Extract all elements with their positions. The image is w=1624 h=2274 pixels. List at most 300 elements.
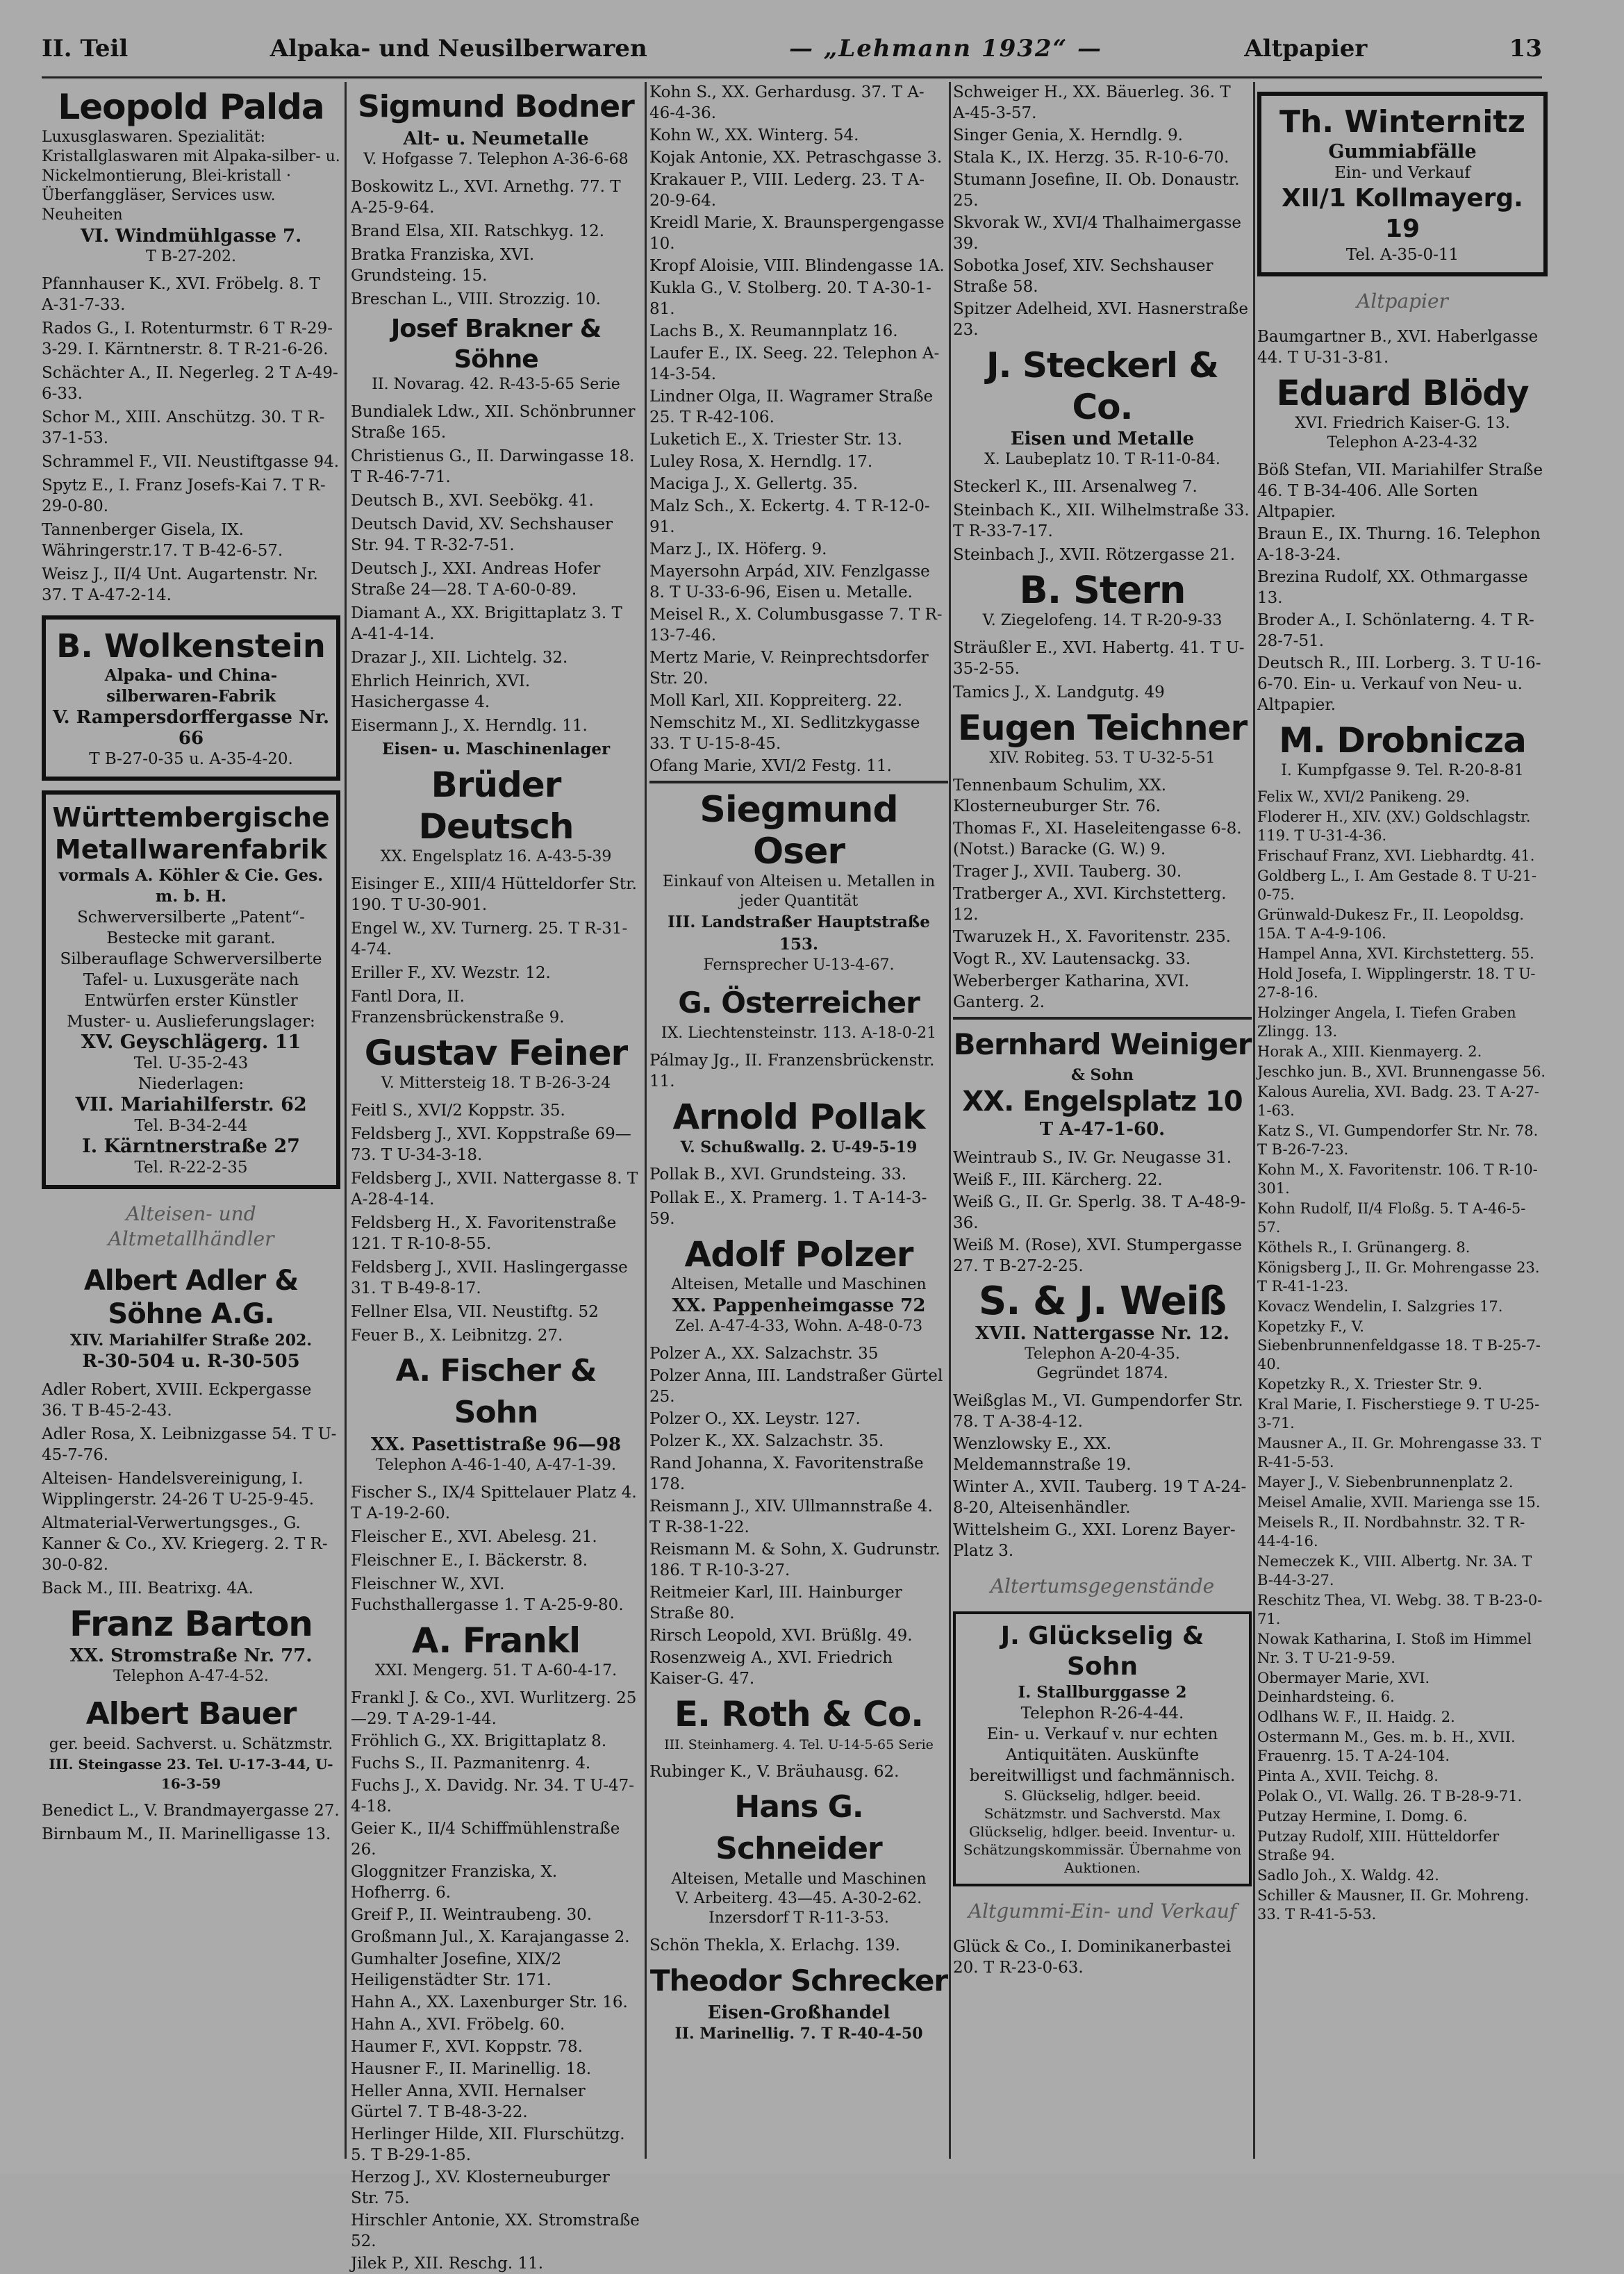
ad-glueckselig bbox=[953, 1611, 1252, 1886]
ad-oesterreicher bbox=[649, 982, 948, 1043]
listing-entry: Kohn W., XX. Winterg. 54. bbox=[649, 126, 859, 144]
listing-entry: Goldberg L., I. Am Gestade 8. T U-21-0-75. bbox=[1257, 868, 1537, 903]
listing-entry: Weberberger Katharina, XVI. Ganterg. 2. bbox=[953, 972, 1190, 1011]
listing-entry: Weintraub S., IV. Gr. Neugasse 31. bbox=[953, 1149, 1232, 1167]
listing-entry: Rados G., I. Rotenturmstr. 6 T R-29-3-29. I. Kärntnerstr. 8. T R-21-6-26. bbox=[42, 319, 333, 358]
ad-subtitle: Eisen-Großhandel bbox=[707, 2002, 890, 2023]
column-5 bbox=[1257, 82, 1548, 2159]
ad-adler bbox=[42, 1264, 340, 1372]
listing-entry: Baumgartner B., XVI. Haberlgasse 44. T U-31-3-81. bbox=[1257, 328, 1539, 367]
ad-name: Brüder Deutsch bbox=[418, 765, 574, 847]
listing-entry: Thomas F., XI. Haseleitengasse 6-8. (Notst.) Baracke (G. W.) 9. bbox=[953, 820, 1242, 858]
listing-entry: Spitzer Adelheid, XVI. Hasnerstraße 23. bbox=[953, 300, 1248, 339]
listing-entry: Tennenbaum Schulim, XX. Klosterneuburger Str. 76. bbox=[953, 777, 1167, 815]
listing-entry: Rand Johanna, X. Favoritenstraße 178. bbox=[649, 1454, 924, 1493]
listing-entry: Hampel Anna, XVI. Kirchstetterg. 55. bbox=[1257, 945, 1534, 962]
listing-entry: Sadlo Joh., X. Waldg. 42. bbox=[1257, 1867, 1439, 1884]
ad-address: I. Kumpfgasse 9. Tel. R-20-8-81 bbox=[1281, 762, 1524, 779]
ad-subtitle: Gummiabfälle bbox=[1328, 141, 1477, 163]
listing-entry: Weiß M. (Rose), XVI. Stumpergasse 27. T B-27-2-25. bbox=[953, 1236, 1243, 1275]
listing-entry: Köthels R., I. Grünangerg. 8. bbox=[1257, 1239, 1470, 1256]
listing-entry: Deutsch R., III. Lorberg. 3. T U-16-6-70. Ein- u. Verkauf von Neu- u. Altpapier. bbox=[1257, 654, 1541, 714]
listing-entry: Skvorak W., XVI/4 Thalhaimergasse 39. bbox=[953, 214, 1241, 253]
ad-phone: Tel. R-22-2-35 bbox=[134, 1159, 248, 1177]
listing-entry: Hold Josefa, I. Wipplingerstr. 18. T U-27-8-16. bbox=[1257, 965, 1536, 1001]
ad-subtitle: & Sohn bbox=[1070, 1066, 1134, 1084]
listing-entry: Kral Marie, I. Fischerstiege 9. T U-25-3-71. bbox=[1257, 1396, 1540, 1431]
ad-brueder-deutsch bbox=[351, 764, 641, 867]
ad-polzer bbox=[649, 1234, 948, 1336]
listing-entry: Kropf Aloisie, VIII. Blindengasse 1A. bbox=[649, 257, 945, 275]
listing-entry: Wenzlowsky E., XX. Meldemannstraße 19. bbox=[953, 1435, 1132, 1474]
listing-entry: Polak O., VI. Wallg. 26. T B-28-9-71. bbox=[1257, 1788, 1523, 1804]
listing-entry: Weisz J., II/4 Unt. Augartenstr. Nr. 37. T A-47-2-14. bbox=[42, 565, 318, 604]
listing-entry: Polzer A., XX. Salzachstr. 35 bbox=[649, 1345, 879, 1363]
listing-entry: Glück & Co., I. Dominikanerbastei 20. T R-23-0-63. bbox=[953, 1938, 1232, 1977]
listing-entry: Sträußler E., XVI. Habertg. 41. T U-35-2-55. bbox=[953, 639, 1245, 678]
listing-entry: Brand Elsa, XII. Ratschkyg. 12. bbox=[351, 222, 605, 240]
listing-entry: Bundialek Ldw., XII. Schönbrunner Straße 165. bbox=[351, 403, 636, 442]
ad-address: V. Hofgasse 7. Telephon A-36-6-68 bbox=[363, 151, 629, 168]
listing-entry: Polzer O., XX. Leystr. 127. bbox=[649, 1410, 861, 1428]
listing-entry: Meisel Amalie, XVII. Marienga sse 15. bbox=[1257, 1494, 1541, 1511]
listing-entry: Polzer Anna, III. Landstraßer Gürtel 25. bbox=[649, 1367, 943, 1406]
ad-name: B. Stern bbox=[1019, 568, 1186, 612]
listing-entry: Weiß F., III. Kärcherg. 22. bbox=[953, 1171, 1163, 1189]
publication-title: — „Lehmann 1932“ — bbox=[789, 35, 1102, 63]
ad-name: J. Glückselig & Sohn bbox=[1000, 1622, 1204, 1681]
listing-entry: Nemschitz M., XI. Sedlitzkygasse 33. T U-15-8-45. bbox=[649, 714, 920, 753]
ad-phone: Telephon A-20-4-35. bbox=[1025, 1345, 1180, 1363]
ad-wolkenstein bbox=[42, 615, 340, 781]
ad-name: Albert Adler & Söhne A.G. bbox=[83, 1265, 299, 1330]
ad-name: Sigmund Bodner bbox=[358, 89, 634, 124]
listing-entry: Steckerl K., III. Arsenalweg 7. bbox=[953, 478, 1198, 496]
listing-entry: Weißglas M., VI. Gumpendorfer Str. 78. T A-38-4-12. bbox=[953, 1392, 1243, 1431]
listing-entry: Luley Rosa, X. Herndlg. 17. bbox=[649, 453, 873, 471]
ad-name: Adolf Polzer bbox=[684, 1234, 913, 1275]
listing-entry: Reismann M. & Sohn, X. Gudrunstr. 186. T R-10-3-27. bbox=[649, 1541, 941, 1579]
ad-founded: Gegründet 1874. bbox=[1036, 1365, 1168, 1382]
section-heading: Altertumsgegenstände bbox=[990, 1575, 1215, 1597]
ad-subtitle: Alpaka- und China-silberwaren-Fabrik bbox=[104, 666, 278, 706]
listing-entry: Holzinger Angela, I. Tiefen Graben Zlingg. 13. bbox=[1257, 1004, 1516, 1040]
ad-address: XX. Pasettistraße 96—98 bbox=[370, 1434, 622, 1455]
ad-name: Franz Barton bbox=[69, 1604, 313, 1644]
page-header bbox=[42, 21, 1542, 78]
listing-entry: Fuchs S., II. Pazmanitenrg. 4. bbox=[351, 1754, 591, 1773]
ad-label: Muster- u. Auslieferungslager: bbox=[67, 1013, 315, 1031]
ad-winternitz bbox=[1257, 92, 1548, 276]
listing-entry: Kojak Antonie, XX. Petraschgasse 3. bbox=[649, 149, 943, 167]
column-4 bbox=[953, 82, 1252, 2159]
listing-entry: Malz Sch., X. Eckertg. 4. T R-12-0-91. bbox=[649, 497, 930, 536]
listing-entry: Feldsberg J., XVI. Koppstraße 69—73. T U-34-3-18. bbox=[351, 1125, 631, 1164]
ad-schrecker bbox=[649, 1960, 948, 2043]
ad-name: Th. Winternitz bbox=[1279, 104, 1525, 140]
listing-entry: Meisel R., X. Columbusgasse 7. T R-13-7-46. bbox=[649, 606, 943, 645]
ad-name: S. & J. Weiß bbox=[978, 1279, 1227, 1324]
ad-phone: Tel. A-35-0-11 bbox=[1345, 246, 1459, 264]
listing-entry: Wittelsheim G., XXI. Lorenz Bayer-Platz 3. bbox=[953, 1521, 1236, 1560]
listing-entry: Tamics J., X. Landgutg. 49 bbox=[953, 683, 1165, 702]
ad-address: V. Schußwallg. 2. U-49-5-19 bbox=[680, 1138, 918, 1156]
listing-entry: Putzay Hermine, I. Domg. 6. bbox=[1257, 1808, 1468, 1825]
column-rule bbox=[345, 82, 347, 2159]
ad-phone: Telephon R-26-4-44. bbox=[1020, 1704, 1184, 1723]
listing-entry: Hahn A., XVI. Fröbelg. 60. bbox=[351, 2016, 565, 2034]
listing-entry: Jeschko jun. B., XVI. Brunnengasse 56. bbox=[1257, 1063, 1546, 1080]
ad-subtitle: ger. beeid. Sachverst. u. Schätzmstr. bbox=[49, 1736, 333, 1753]
listing-entry: Laufer E., IX. Seeg. 22. Telephon A-14-3-54. bbox=[649, 345, 940, 383]
ad-fischer bbox=[351, 1350, 641, 1475]
listing-entry: Feldsberg J., XVII. Nattergasse 8. T A-28-4-14. bbox=[351, 1170, 638, 1209]
ad-phone: Telephon A-46-1-40, A-47-1-39. bbox=[375, 1456, 617, 1474]
listing-entry: Königsberg J., II. Gr. Mohrengasse 23. T R-41-1-23. bbox=[1257, 1259, 1540, 1295]
ad-stern bbox=[953, 570, 1252, 631]
listing-entry: Pfannhauser K., XVI. Fröbelg. 8. T A-31-7-33. bbox=[42, 275, 320, 314]
page-number: 13 bbox=[1509, 35, 1542, 63]
listing-entry: Fuchs J., X. Davidg. Nr. 34. T U-47-4-18. bbox=[351, 1777, 635, 1816]
ad-description-2: S. Glückselig, hdlger. beeid. Schätzmstr. und Sachverstd. Max Glückselig, hdlger. beeid. Inventur- u. Schätzungskommissär. Übernahme von Auktionen. bbox=[963, 1787, 1242, 1876]
ad-phone: T B-27-0-35 u. A-35-4-20. bbox=[89, 750, 293, 768]
listing-entry: Marz J., IX. Höferg. 9. bbox=[649, 540, 827, 558]
ad-address: XVI. Friedrich Kaiser-G. 13. bbox=[1295, 415, 1510, 432]
ad-name: M. Drobnicza bbox=[1279, 720, 1526, 761]
listing-entry: Haumer F., XVI. Koppstr. 78. bbox=[351, 2038, 583, 2056]
listing-entry: Fischer S., IX/4 Spittelauer Platz 4. T A-19-2-60. bbox=[351, 1484, 637, 1522]
listing-entry: Gloggnitzer Franziska, X. Hofherrg. 6. bbox=[351, 1863, 558, 1902]
part-label: II. Teil bbox=[42, 35, 129, 63]
listing-entry: Rubinger K., V. Bräuhausg. 62. bbox=[649, 1763, 900, 1781]
ad-address: XIV. Mariahilfer Straße 202. bbox=[70, 1331, 312, 1350]
ad-frankl bbox=[351, 1620, 641, 1681]
ad-address: XX. Engelsplatz 10 bbox=[962, 1086, 1243, 1118]
listing-entry: Deutsch David, XV. Sechshauser Str. 94. T R-32-7-51. bbox=[351, 515, 613, 554]
listing-entry: Ehrlich Heinrich, XVI. Hasichergasse 4. bbox=[351, 672, 531, 711]
listing-entry: Back M., III. Beatrixg. 4A. bbox=[42, 1579, 254, 1597]
ad-bauer bbox=[42, 1693, 340, 1793]
listing-entry: Schön Thekla, X. Erlachg. 139. bbox=[649, 1936, 900, 1955]
listing-entry: Eriller F., XV. Wezstr. 12. bbox=[351, 964, 551, 982]
ad-phone: Telephon A-47-4-52. bbox=[113, 1668, 269, 1685]
listing-entry: Nemeczek K., VIII. Albertg. Nr. 3A. T B-44-3-27. bbox=[1257, 1553, 1532, 1588]
ad-name: A. Fischer & Sohn bbox=[395, 1353, 597, 1430]
listing-entry: Schächter A., II. Negerleg. 2 T A-49-6-33. bbox=[42, 364, 338, 403]
category-title-right: Altpapier bbox=[1244, 35, 1368, 63]
listing-entry: Putzay Rudolf, XIII. Hütteldorfer Straße 94. bbox=[1257, 1828, 1500, 1864]
listing-entry: Herzog J., XV. Klosterneuburger Str. 75. bbox=[351, 2168, 610, 2207]
listing-entry: Bratka Franziska, XVI. Grundsteing. 15. bbox=[351, 246, 535, 285]
listing-entry: Hahn A., XX. Laxenburger Str. 16. bbox=[351, 1993, 628, 2011]
listing-entry: Rosenzweig A., XVI. Friedrich Kaiser-G. 47. bbox=[649, 1649, 893, 1688]
listing-entry: Fleischner E., I. Bäckerstr. 8. bbox=[351, 1552, 588, 1570]
ad-subtitle: Eisen und Metalle bbox=[1010, 429, 1195, 449]
listing-entry: Feitl S., XVI/2 Koppstr. 35. bbox=[351, 1102, 565, 1120]
ad-label: Niederlagen: bbox=[138, 1075, 245, 1093]
listing-entry: Katz S., VI. Gumpendorfer Str. Nr. 78. T B-26-7-23. bbox=[1257, 1122, 1539, 1158]
listing-entry: Kohn Rudolf, II/4 Floßg. 5. T A-46-5-57. bbox=[1257, 1200, 1526, 1236]
listing-entry: Eisermann J., X. Herndlg. 11. bbox=[351, 717, 588, 735]
listing-entry: Feldsberg J., XVII. Haslingergasse 31. T B-49-8-17. bbox=[351, 1259, 628, 1297]
listing-entry: Fleischer E., XVI. Abelesg. 21. bbox=[351, 1528, 597, 1546]
listing-entry: Broder A., I. Schönlaterng. 4. T R-28-7-51. bbox=[1257, 611, 1534, 650]
ad-phone: Tel. U-35-2-43 bbox=[133, 1054, 249, 1072]
listing-entry: Drazar J., XII. Lichtelg. 32. bbox=[351, 649, 568, 667]
ad-address: I. Kärntnerstraße 27 bbox=[82, 1136, 300, 1157]
ad-address: XX. Engelsplatz 16. A-43-5-39 bbox=[380, 848, 612, 865]
listing-entry: Luketich E., X. Triester Str. 13. bbox=[649, 431, 902, 449]
listing-entry: Frankl J. & Co., XVI. Wurlitzerg. 25—29. T A-29-1-44. bbox=[351, 1689, 637, 1728]
ad-address: V. Mittersteig 18. T B-26-3-24 bbox=[381, 1074, 611, 1092]
column-2 bbox=[351, 82, 641, 2273]
listing-entry: Lindner Olga, II. Wagramer Straße 25. T R-42-106. bbox=[649, 388, 934, 426]
listing-entry: Brezina Rudolf, XX. Othmargasse 13. bbox=[1257, 568, 1528, 607]
listing-entry: Reschitz Thea, VI. Webg. 38. T B-23-0-71. bbox=[1257, 1592, 1543, 1627]
listing-entry: Adler Robert, XVIII. Eckpergasse 36. T B-45-2-43. bbox=[42, 1381, 312, 1420]
ad-address-2: Inzersdorf T R-11-3-53. bbox=[709, 1909, 889, 1927]
listing-entry: Kohn S., XX. Gerhardusg. 37. T A-46-4-36. bbox=[649, 83, 925, 122]
listing-entry: Moll Karl, XII. Koppreiterg. 22. bbox=[649, 692, 903, 710]
listing-entry: Engel W., XV. Turnerg. 25. T R-31-4-74. bbox=[351, 920, 628, 958]
listing-entry: Kreidl Marie, X. Braunspergengasse 10. bbox=[649, 214, 945, 253]
listing-entry: Christienus G., II. Darwingasse 18. T R-46-7-71. bbox=[351, 447, 635, 486]
listing-entry: Eisinger E., XIII/4 Hütteldorfer Str. 190. T U-30-901. bbox=[351, 875, 637, 914]
listing-entry: Fellner Elsa, VII. Neustiftg. 52 bbox=[351, 1303, 599, 1321]
ad-name: Hans G. Schneider bbox=[715, 1789, 882, 1866]
listing-entry: Feldsberg H., X. Favoritenstraße 121. T R-10-8-55. bbox=[351, 1214, 617, 1253]
ad-address: X. Laubeplatz 10. T R-11-0-84. bbox=[984, 451, 1220, 468]
listing-entry: Deutsch B., XVI. Seebökg. 41. bbox=[351, 492, 594, 510]
column-rule bbox=[949, 82, 951, 2159]
ad-phone: Fernsprecher U-13-4-67. bbox=[703, 956, 895, 974]
listing-entry: Twaruzek H., X. Favoritenstr. 235. bbox=[953, 928, 1232, 946]
listing-entry: Benedict L., V. Brandmayergasse 27. bbox=[42, 1802, 340, 1820]
listing-entry: Braun E., IX. Thurng. 16. Telephon A-18-3-24. bbox=[1257, 525, 1541, 564]
category-title: Alpaka- und Neusilberwaren bbox=[270, 35, 647, 63]
ad-address: V. Rampersdorffergasse Nr. 66 bbox=[52, 707, 330, 749]
ad-description: Ein- u. Verkauf v. nur echten Antiquitäten. Auskünfte bereitwilligst und fachmännisch. bbox=[969, 1725, 1236, 1785]
listing-entry: Singer Genia, X. Herndlg. 9. bbox=[953, 126, 1183, 144]
ad-address: III. Steingasse 23. Tel. U-17-3-44, U-16-3-59 bbox=[49, 1756, 333, 1792]
listing-entry: Fröhlich G., XX. Brigittaplatz 8. bbox=[351, 1732, 607, 1750]
listing-entry: Stumann Josefine, II. Ob. Donaustr. 25. bbox=[953, 171, 1240, 210]
listing-entry: Böß Stefan, VII. Mariahilfer Straße 46. T B-34-406. Alle Sorten Altpapier. bbox=[1257, 461, 1543, 521]
ad-address: I. Stallburggasse 2 bbox=[1018, 1683, 1187, 1702]
ad-subtitle-2: Ein- und Verkauf bbox=[1334, 164, 1470, 182]
ad-name: Siegmund Oser bbox=[699, 789, 898, 872]
listing-entry: Kovacz Wendelin, I. Salzgries 17. bbox=[1257, 1298, 1503, 1315]
listing-entry: Rirsch Leopold, XVI. Brüßlg. 49. bbox=[649, 1627, 913, 1645]
listing-entry: Feuer B., X. Leibnitzg. 27. bbox=[351, 1327, 563, 1345]
listing-entry: Spytz E., I. Franz Josefs-Kai 7. T R-29-0-80. bbox=[42, 476, 326, 515]
ad-name: Eduard Blödy bbox=[1276, 373, 1529, 413]
listing-entry: Schweiger H., XX. Bäuerleg. 36. T A-45-3-57. bbox=[953, 83, 1231, 122]
listing-entry: Diamant A., XX. Brigittaplatz 3. T A-41-4-14. bbox=[351, 604, 622, 643]
listing-entry: Weiß G., II. Gr. Sperlg. 38. T A-48-9-36. bbox=[953, 1193, 1246, 1232]
ad-name: Bernhard Weiniger bbox=[953, 1027, 1252, 1061]
ad-name: Württembergische Metallwarenfabrik bbox=[52, 802, 330, 865]
listing-entry: Hirschler Antonie, XX. Stromstraße 52. bbox=[351, 2211, 640, 2250]
ad-address: II. Marinellig. 7. T R-40-4-50 bbox=[674, 2025, 923, 2043]
listing-entry: Deutsch J., XXI. Andreas Hofer Straße 24—28. T A-60-0-89. bbox=[351, 560, 601, 599]
listing-entry: Mayer J., V. Siebenbrunnenplatz 2. bbox=[1257, 1474, 1514, 1491]
column-1 bbox=[42, 82, 340, 2159]
listing-entry: Kopetzky F., V. Siebenbrunnenfeldgasse 18. T B-25-7-40. bbox=[1257, 1318, 1541, 1372]
ad-description: Einkauf von Alteisen u. Metallen in jeder Quantität bbox=[662, 873, 936, 910]
ad-address: XX. Stromstraße Nr. 77. bbox=[69, 1645, 313, 1666]
ad-phone: T B-27-202. bbox=[145, 248, 237, 265]
ad-pollak bbox=[649, 1096, 948, 1157]
ad-name: B. Wolkenstein bbox=[56, 627, 326, 665]
listing-entry: Reitmeier Karl, III. Hainburger Straße 80. bbox=[649, 1584, 902, 1622]
listing-entry: Felix W., XVI/2 Panikeng. 29. bbox=[1257, 788, 1470, 805]
ad-address: XX. Pappenheimgasse 72 bbox=[672, 1295, 926, 1316]
listing-entry: Horak A., XIII. Kienmayerg. 2. bbox=[1257, 1043, 1482, 1060]
listing-entry: Ofang Marie, XVI/2 Festg. 11. bbox=[649, 757, 892, 775]
listing-entry: Obermayer Marie, XVI. Deinhardsteing. 6. bbox=[1257, 1670, 1430, 1705]
listing-entry: Tannenberger Gisela, IX. Währingerstr.17. T B-42-6-57. bbox=[42, 521, 283, 560]
ad-name: Gustav Feiner bbox=[364, 1033, 628, 1073]
listing-entry: Mertz Marie, V. Reinprechtsdorfer Str. 20. bbox=[649, 649, 929, 688]
listing-entry: Grünwald-Dukesz Fr., II. Leopoldsg. 15A. T A-4-9-106. bbox=[1257, 906, 1525, 942]
ad-name: G. Österreicher bbox=[678, 986, 920, 1020]
ad-address: V. Arbeiterg. 43—45. A-30-2-62. bbox=[675, 1890, 922, 1907]
listing-entry: Adler Rosa, X. Leibnizgasse 54. T U-45-7-76. bbox=[42, 1425, 337, 1464]
listing-entry: Birnbaum M., II. Marinelligasse 13. bbox=[42, 1825, 331, 1843]
listing-entry: Tratberger A., XVI. Kirchstetterg. 12. bbox=[953, 885, 1227, 924]
ad-name: Theodor Schrecker bbox=[649, 1964, 948, 1998]
ad-address: III. Landstraßer Hauptstraße 153. bbox=[668, 913, 930, 954]
ad-teichner bbox=[953, 707, 1252, 768]
listing-entry: Mausner A., II. Gr. Mohrengasse 33. T R-41-5-53. bbox=[1257, 1435, 1541, 1470]
listing-entry: Kohn M., X. Favoritenstr. 106. T R-10-301. bbox=[1257, 1161, 1538, 1197]
ad-phone: Telephon A-23-4-32 bbox=[1327, 434, 1478, 451]
ad-phone: R-30-504 u. R-30-505 bbox=[82, 1351, 300, 1372]
listing-entry: Eisen- u. Maschinenlager bbox=[381, 740, 611, 758]
listing-entry: Mayersohn Arpád, XIV. Fenzlgasse 8. T U-33-6-96, Eisen u. Metalle. bbox=[649, 563, 930, 601]
listing-entry: Schiller & Mausner, II. Gr. Mohreng. 33. T R-41-5-53. bbox=[1257, 1887, 1530, 1923]
ad-description: Schwerversilberte „Patent“-Bestecke mit garant. Silberauflage Schwerversilberte Tafel- u. Luxusgeräte nach Entwürfen erster Künstler bbox=[60, 908, 322, 1010]
listing-entry: Pálmay Jg., II. Franzensbrückenstr. 11. bbox=[649, 1052, 935, 1090]
listing-entry: Maciga J., X. Gellertg. 35. bbox=[649, 475, 859, 493]
ad-barton bbox=[42, 1603, 340, 1686]
ad-address: XII/1 Kollmayerg. 19 bbox=[1282, 184, 1523, 243]
listing-entry: Pollak E., X. Pramerg. 1. T A-14-3-59. bbox=[649, 1189, 927, 1228]
ad-description: Alteisen, Metalle und Maschinen bbox=[671, 1870, 927, 1888]
listing-entry: Winter A., XVII. Tauberg. 19 T A-24-8-20, Alteisenhändler. bbox=[953, 1478, 1247, 1517]
column-rule bbox=[645, 82, 647, 2159]
listing-entry: Breschan L., VIII. Strozzig. 10. bbox=[351, 290, 601, 308]
listing-entry: Schrammel F., VII. Neustiftgasse 94. bbox=[42, 453, 340, 471]
ad-subtitle: vormals A. Köhler & Cie. Ges. m. b. H. bbox=[58, 866, 324, 906]
listing-entry: Heller Anna, XVII. Hernalser Gürtel 7. T B-48-3-22. bbox=[351, 2082, 586, 2121]
listing-entry: Großmann Jul., X. Karajangasse 2. bbox=[351, 1928, 630, 1946]
listing-entry: Meisels R., II. Nordbahnstr. 32. T R-44-4-16. bbox=[1257, 1514, 1525, 1550]
ad-address: XIV. Robiteg. 53. T U-32-5-51 bbox=[989, 749, 1216, 767]
listing-entry: Kalous Aurelia, XVI. Badg. 23. T A-27-1-63. bbox=[1257, 1084, 1539, 1119]
listing-entry: Polzer K., XX. Salzachstr. 35. bbox=[649, 1432, 884, 1450]
listing-entry: Herlinger Hilde, XII. Flurschützg. 5. T B-29-1-85. bbox=[351, 2125, 625, 2164]
listing-entry: Frischauf Franz, XVI. Liebhardtg. 41. bbox=[1257, 847, 1535, 864]
listing-entry: Jilek P., XII. Reschg. 11. bbox=[351, 2255, 544, 2273]
listing-entry: Geier K., II/4 Schiffmühlenstraße 26. bbox=[351, 1820, 620, 1859]
ad-roth bbox=[649, 1693, 948, 1754]
listing-entry: Hausner F., II. Marinellig. 18. bbox=[351, 2060, 592, 2078]
listing-entry: Kukla G., V. Stolberg. 20. T A-30-1-81. bbox=[649, 279, 931, 318]
listing-entry: Stala K., IX. Herzg. 35. R-10-6-70. bbox=[953, 149, 1229, 167]
listing-entry: Steinbach K., XII. Wilhelmstraße 33. T R-33-7-17. bbox=[953, 501, 1250, 540]
ad-schneider bbox=[649, 1786, 948, 1928]
ad-phone: Zel. A-47-4-33, Wohn. A-48-0-73 bbox=[674, 1318, 923, 1335]
ad-drobnicza bbox=[1257, 720, 1548, 781]
ad-steckerl bbox=[953, 345, 1252, 470]
listing-entry: Floderer H., XIV. (XV.) Goldschlagstr. 119. T U-31-4-36. bbox=[1257, 808, 1531, 844]
ad-name: J. Steckerl & Co. bbox=[986, 345, 1219, 427]
ad-weiss bbox=[953, 1281, 1252, 1384]
ad-name: Albert Bauer bbox=[85, 1696, 297, 1732]
ad-feiner bbox=[351, 1032, 641, 1093]
ad-phone: Tel. B-34-2-44 bbox=[134, 1117, 248, 1135]
listing-entry: Gumhalter Josefine, XIX/2 Heiligenstädter Str. 171. bbox=[351, 1950, 562, 1989]
ad-address: XXI. Mengerg. 51. T A-60-4-17. bbox=[374, 1662, 618, 1679]
ad-address: III. Steinhamerg. 4. Tel. U-14-5-65 Serie bbox=[664, 1737, 934, 1752]
listing-entry: Boskowitz L., XVI. Arnethg. 77. T A-25-9-64. bbox=[351, 178, 621, 217]
listing-entry: Schor M., XIII. Anschützg. 30. T R-37-1-53. bbox=[42, 408, 325, 447]
ad-address: VI. Windmühlgasse 7. bbox=[80, 226, 302, 247]
section-heading: Alteisen- und Altmetallhändler bbox=[108, 1202, 274, 1250]
ad-description: Alteisen, Metalle und Maschinen bbox=[671, 1276, 927, 1293]
listing-entry: Alteisen- Handelsvereinigung, I. Wipplingerstr. 24-26 T U-25-9-45. bbox=[42, 1470, 315, 1509]
ad-name: A. Frankl bbox=[411, 1620, 581, 1661]
listing-entry: Lachs B., X. Reumannplatz 16. bbox=[649, 322, 898, 340]
column-rule bbox=[1253, 82, 1255, 2159]
ad-name: Josef Brakner & Söhne bbox=[390, 315, 602, 374]
listing-entry: Krakauer P., VIII. Lederg. 23. T A-20-9-64. bbox=[649, 171, 925, 210]
section-heading: Altpapier bbox=[1357, 290, 1448, 313]
ad-address: V. Ziegelofeng. 14. T R-20-9-33 bbox=[982, 612, 1223, 629]
ad-weiniger bbox=[953, 1017, 1252, 1140]
ad-name: Leopold Palda bbox=[58, 87, 324, 127]
column-3 bbox=[649, 82, 948, 2159]
listing-entry: Altmaterial-Verwertungsges., G. Kanner & Co., XV. Kriegerg. 2. T R-30-0-82. bbox=[42, 1514, 328, 1574]
ad-address: II. Novarag. 42. R-43-5-65 Serie bbox=[372, 376, 620, 393]
ad-phone: T A-47-1-60. bbox=[1039, 1119, 1166, 1140]
ad-bloedy bbox=[1257, 372, 1548, 453]
ad-name: E. Roth & Co. bbox=[674, 1694, 924, 1734]
ad-description: Luxusglaswaren. Spezialität: Kristallglaswaren mit Alpaka-silber- u. Nickelmontierung, Blei-kristall · Überfanggläser, Services usw. Neuheiten bbox=[42, 128, 340, 224]
section-heading: Altgummi-Ein- und Verkauf bbox=[968, 1900, 1237, 1923]
listing-entry: Trager J., XVII. Tauberg. 30. bbox=[953, 863, 1182, 881]
ad-address: XVII. Nattergasse Nr. 12. bbox=[975, 1323, 1229, 1344]
ad-brakner bbox=[351, 314, 641, 395]
ad-name: Arnold Pollak bbox=[672, 1097, 925, 1137]
listing-entry: Fantl Dora, II. Franzensbrückenstraße 9. bbox=[351, 988, 565, 1027]
listing-entry: Greif P., II. Weintraubeng. 30. bbox=[351, 1906, 593, 1924]
listing-entry: Kopetzky R., X. Triester Str. 9. bbox=[1257, 1376, 1483, 1393]
listing-entry: Reismann J., XIV. Ullmannstraße 4. T R-38-1-22. bbox=[649, 1497, 933, 1536]
listing-entry: Pollak B., XVI. Grundsteing. 33. bbox=[649, 1165, 907, 1184]
listing-entry: Nowak Katharina, I. Stoß im Himmel Nr. 3. T U-21-9-59. bbox=[1257, 1631, 1532, 1666]
ad-wuerttembergische bbox=[42, 790, 340, 1189]
listing-entry: Odlhans W. F., II. Haidg. 2. bbox=[1257, 1709, 1455, 1725]
ad-name: Eugen Teichner bbox=[957, 708, 1248, 748]
listing-entry: Fleischner W., XVI. Fuchsthallergasse 1. T A-25-9-80. bbox=[351, 1575, 624, 1614]
ad-address: VII. Mariahilferstr. 62 bbox=[75, 1094, 307, 1115]
ad-address: XV. Geyschlägerg. 11 bbox=[81, 1031, 301, 1053]
listing-entry: Steinbach J., XVII. Rötzergasse 21. bbox=[953, 546, 1236, 564]
ad-subtitle: Alt- u. Neumetalle bbox=[403, 128, 589, 149]
